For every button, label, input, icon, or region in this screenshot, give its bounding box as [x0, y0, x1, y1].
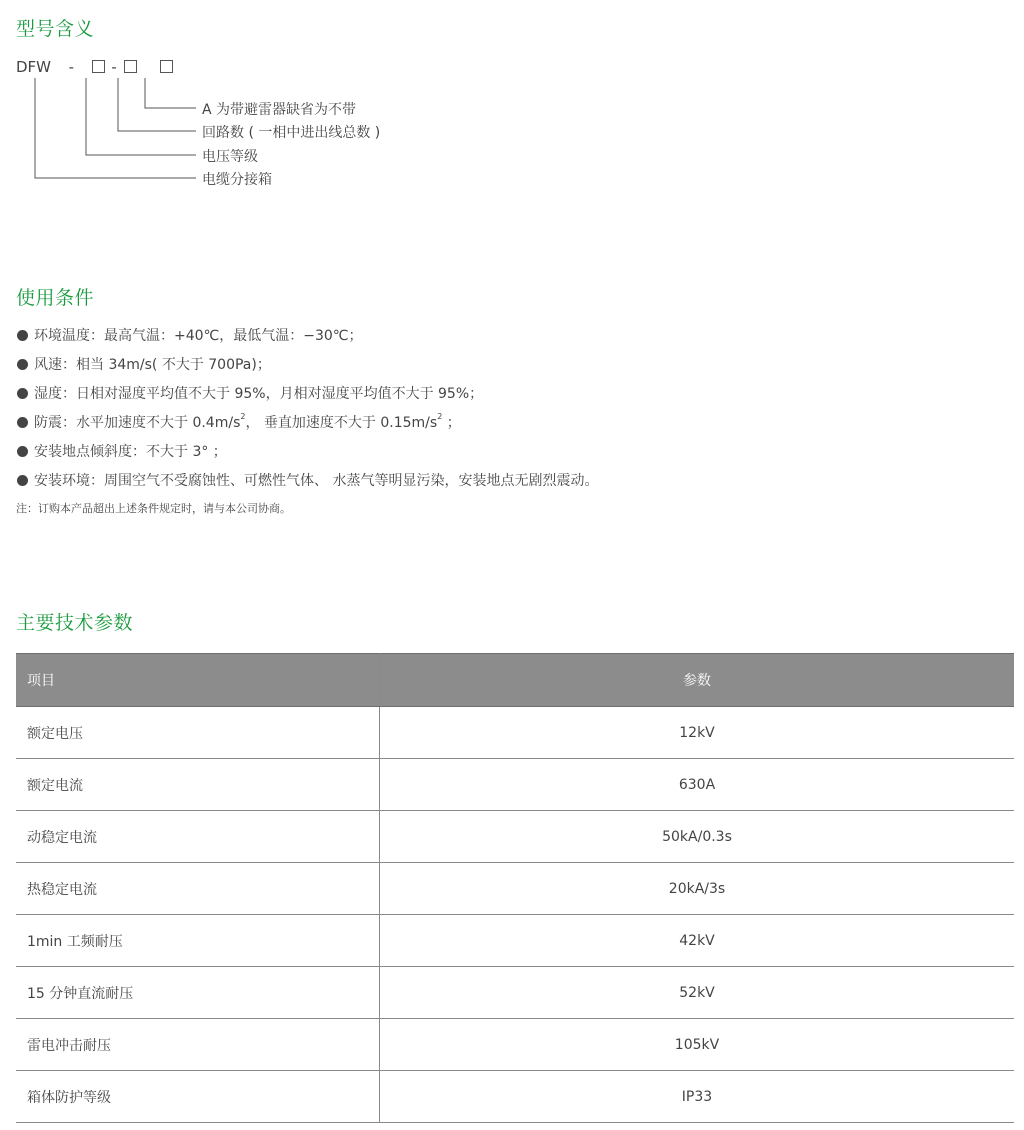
model-section-title: 型号含义: [16, 18, 95, 40]
condition-item: 环境温度：最高气温：+40℃，最低气温：−30℃；: [17, 322, 598, 351]
condition-item: 安装环境：周围空气不受腐蚀性、可燃性气体、 水蒸气等明显污染，安装地点无剧烈震动。: [17, 467, 598, 496]
conditions-list: [17, 322, 598, 496]
row-item: 箱体防护等级: [16, 1071, 380, 1123]
row-item: 热稳定电流: [16, 863, 380, 915]
condition-item: 湿度：日相对湿度平均值不大于 95%，月相对湿度平均值不大于 95%；: [17, 380, 598, 409]
leader-line-arrester: [145, 78, 196, 108]
legend-arrester: A 为带避雷器缺省为不带: [202, 102, 357, 118]
table-row: [16, 915, 1014, 967]
bullet-icon: [17, 417, 28, 428]
model-code-prefix: DFW: [16, 58, 52, 76]
model-code-separator: -: [68, 58, 74, 76]
row-value: 630A: [380, 759, 1015, 811]
condition-item: 防震：水平加速度不大于 $0.4m/s^2$， 垂直加速度不大于 $0.15m/s^2$ ；: [17, 409, 598, 438]
row-item: 雷电冲击耐压: [16, 1019, 380, 1071]
table-row: [16, 1019, 1014, 1071]
legend-product: 电缆分接箱: [202, 172, 272, 188]
row-item: 15 分钟直流耐压: [16, 967, 380, 1019]
table-row: [16, 759, 1014, 811]
bullet-icon: [17, 475, 28, 486]
table-header-row: [16, 654, 1014, 707]
table-row: [16, 863, 1014, 915]
row-value: 52kV: [380, 967, 1015, 1019]
model-code-separator: -: [111, 58, 117, 76]
legend-circuits: 回路数 ( 一相中进出线总数 ): [202, 125, 381, 141]
table-row: [16, 967, 1014, 1019]
leader-line-product: [35, 78, 196, 178]
leader-line-voltage: [86, 78, 196, 155]
row-item: 额定电压: [16, 707, 380, 759]
bullet-icon: [17, 388, 28, 399]
row-item: 动稳定电流: [16, 811, 380, 863]
row-value: 50kA/0.3s: [380, 811, 1015, 863]
row-value: 42kV: [380, 915, 1015, 967]
conditions-section-title: 使用条件: [16, 287, 95, 309]
specs-table: [16, 653, 1014, 1123]
specs-section-title: 主要技术参数: [16, 612, 134, 634]
row-value: 105kV: [380, 1019, 1015, 1071]
table-row: [16, 707, 1014, 759]
row-item: 1min 工频耐压: [16, 915, 380, 967]
legend-voltage: 电压等级: [202, 149, 258, 165]
bullet-icon: [17, 330, 28, 341]
table-row: [16, 811, 1014, 863]
bullet-icon: [17, 446, 28, 457]
condition-item: 风速：相当 34m/s( 不大于 700Pa)；: [17, 351, 598, 380]
condition-item: 安装地点倾斜度：不大于 3° ；: [17, 438, 598, 467]
row-item: 额定电流: [16, 759, 380, 811]
row-value: 20kA/3s: [380, 863, 1015, 915]
leader-line-circuits: [118, 78, 196, 131]
row-value: 12kV: [380, 707, 1015, 759]
row-value: IP33: [380, 1071, 1015, 1123]
column-header-item: 项目: [16, 654, 380, 707]
table-row: [16, 1071, 1014, 1123]
column-header-value: 参数: [380, 654, 1015, 707]
bullet-icon: [17, 359, 28, 370]
order-note: 注：订购本产品超出上述条件规定时，请与本公司协商。: [16, 502, 291, 515]
